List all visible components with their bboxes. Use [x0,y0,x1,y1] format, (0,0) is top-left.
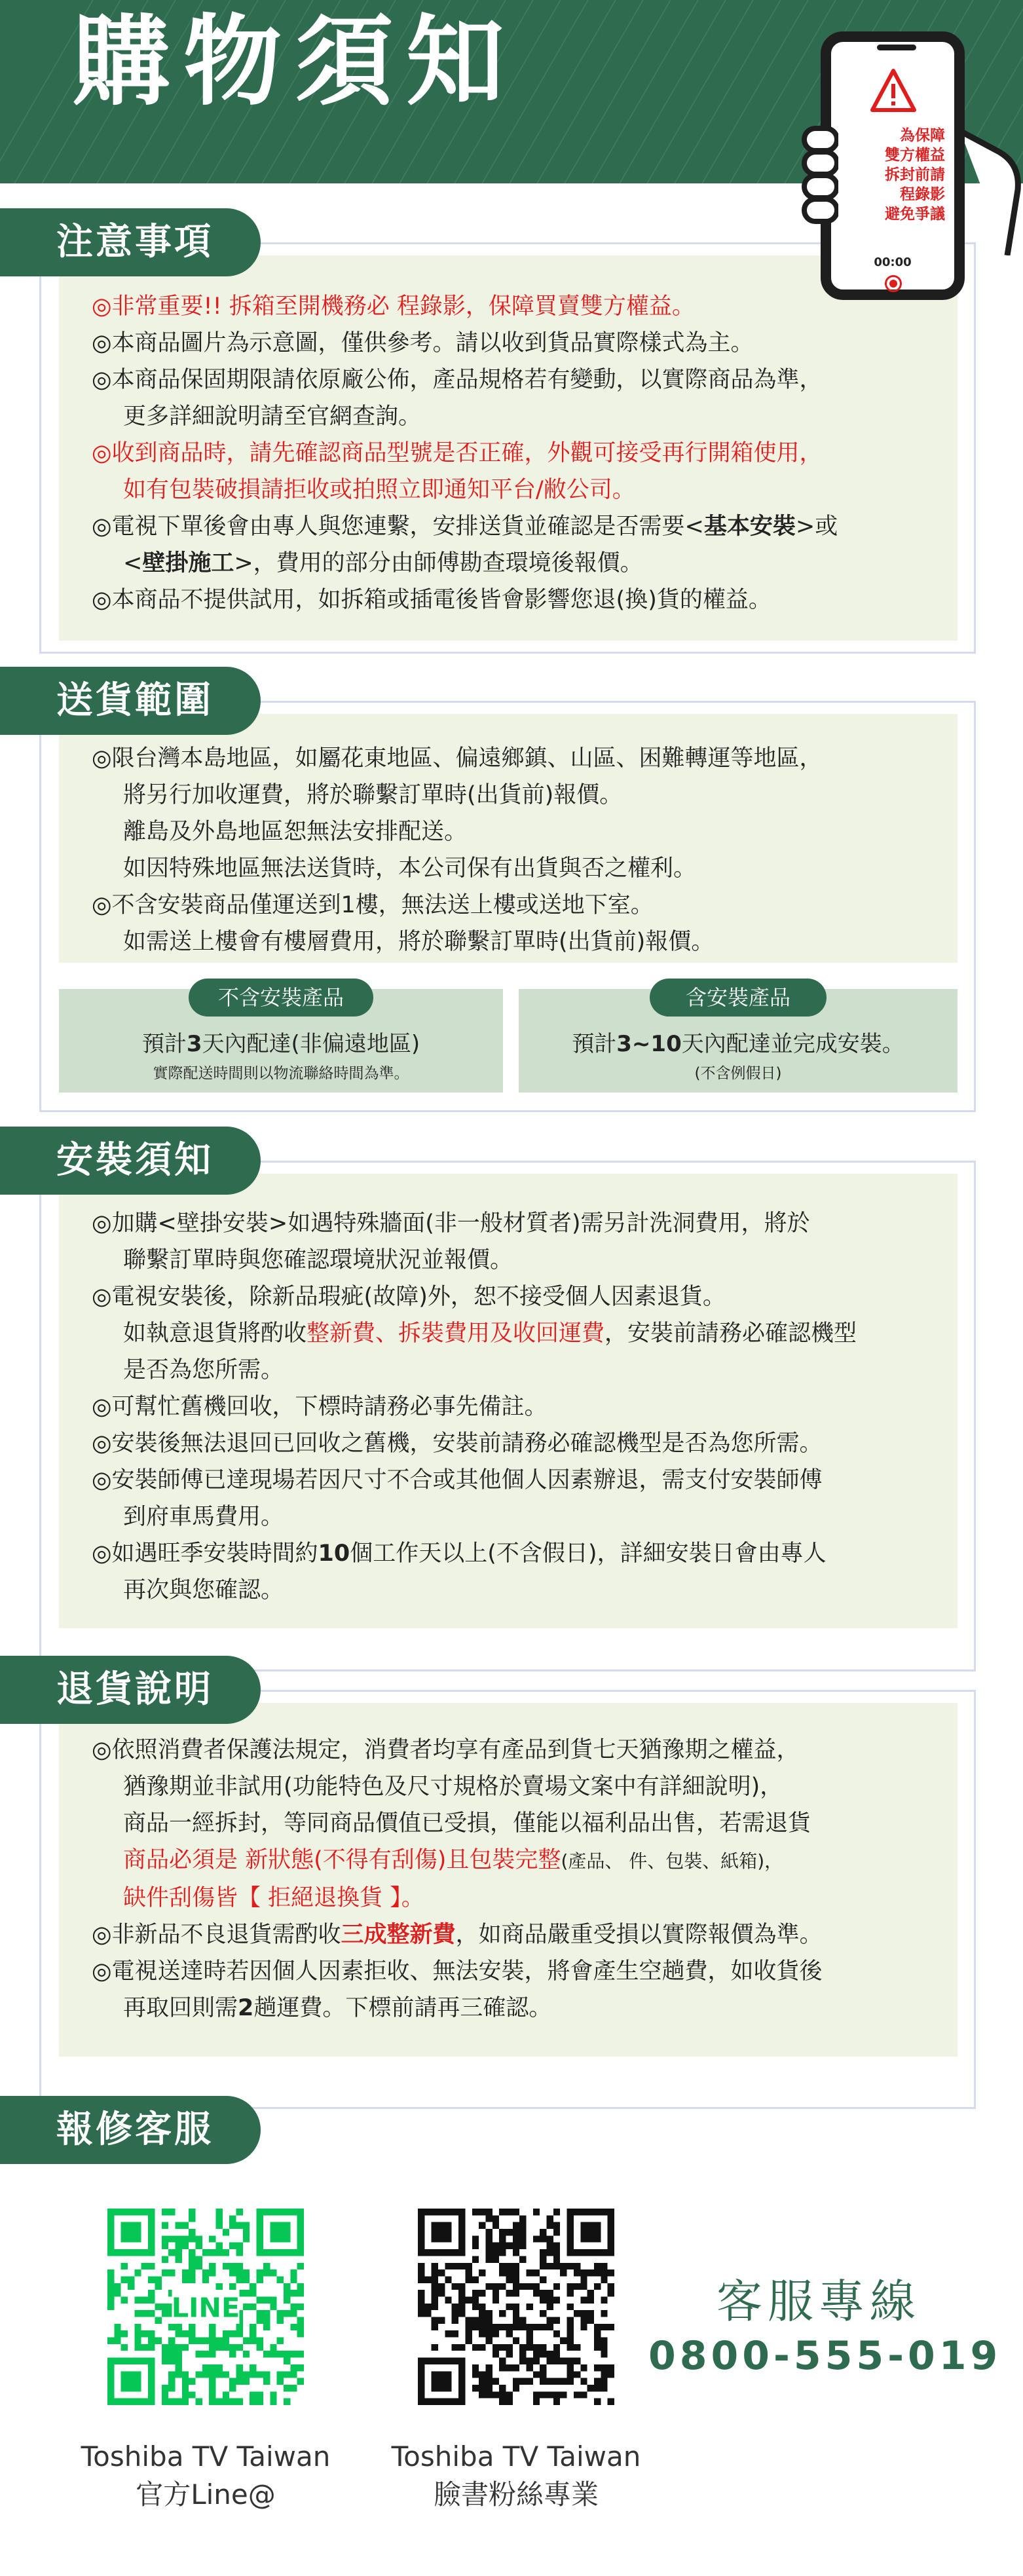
text-span: ◎電視下單後會由專人與您連繫，安排送貨並確認是否需要< [92,513,704,540]
return-line: ◎依照消費者保護法規定，消費者均享有產品到貨七天猶豫期之權益， [92,1737,800,1763]
install-line [92,1315,938,1352]
text-span: 如執意退貨將酌收 [123,1320,307,1347]
note-line: ◎收到商品時，請先確認商品型號是否正確，外觀可接受再行開箱使用， [92,440,823,466]
text-span: 個工作天以上(不含假日)，詳細安裝日會由專人 [350,1540,827,1567]
panel-no-install [59,985,503,1092]
install-line: 聯繫訂單時與您確認環境狀況並報價。 [123,1247,513,1273]
text-span: ，安裝前請務必確認機型 [604,1320,857,1347]
panel-with-install [519,985,958,1092]
header-stripe [591,0,699,183]
panel-main-text [519,1026,958,1058]
warning-icon [870,68,916,114]
phone-notice-line: 拆封前請 [885,166,945,183]
panel-sub-text: 實際配送時間則以物流聯絡時間為準。 [153,1065,409,1082]
install-line: 是否為您所需。 [123,1357,284,1383]
phone-illustration [821,31,965,300]
install-line: ◎安裝師傅已達現場若因尺寸不合或其他個人因素辦退，需支付安裝師傅 [92,1467,823,1493]
hand-fingers-icon [799,124,838,229]
fb-caption [379,2438,654,2514]
hotline-title: 客服專線 [716,2275,921,2328]
text-span: ◎非新品不良退貨需酌收 [92,1922,341,1948]
facebook-qr-code[interactable] [418,2209,614,2405]
text-red-bold: 三成整新費 [341,1922,456,1948]
section-install [0,1127,1023,1637]
note-line: 更多詳細說明請至官網查詢。 [123,403,422,430]
install-line: 再次與您確認。 [123,1577,284,1603]
phone-notice [885,126,945,224]
phone-notice-line: 避免爭議 [885,206,945,223]
header-stripe [536,0,644,183]
delivery-content [59,714,958,963]
text-span: 天內配達並完成安裝。 [681,1031,904,1057]
text-bold: 基本安裝 [703,513,796,540]
note-line [92,545,938,582]
text-span: ，如商品嚴重受損以實際報價為準。 [455,1922,823,1948]
fb-caption-1: Toshiba TV Taiwan [391,2440,641,2473]
returns-content [59,1703,958,2057]
install-line: 到府車馬費用。 [123,1504,284,1530]
header-stripe [509,0,616,183]
note-line: ◎本商品圖片為示意圖，僅供參考。請以收到貨品實際樣式為主。 [92,330,754,356]
text-span: >或 [795,513,838,540]
page-title: 購物須知 [72,5,518,119]
section-delivery [0,667,1023,1112]
line-qr-code[interactable] [107,2209,304,2405]
header-stripe [564,0,671,183]
header-stripe [646,0,754,183]
return-line [92,1916,938,1953]
header-stripe [674,0,781,183]
text-red: 整新費、拆裝費用及收回運費 [307,1320,605,1347]
note-line [92,508,938,545]
text-span: ◎如遇旺季安裝時間約 [92,1540,318,1567]
section-heading: 安裝須知 [0,1127,261,1195]
section-heading: 退貨說明 [0,1656,261,1724]
delivery-line: 將另行加收運費，將於聯繫訂單時(出貨前)報價。 [123,782,623,808]
text-span: < [123,550,143,576]
text-bold: 3 [186,1031,202,1057]
delivery-line: 如需送上樓會有樓層費用，將於聯繫訂單時(出貨前)報價。 [123,929,715,955]
text-bold: 2 [238,1995,254,2021]
text-small: (產品、 件、包裝、紙箱)， [561,1850,783,1872]
phone-notice-line: 程錄影 [900,186,945,203]
panel-main-text [59,1026,503,1058]
text-span: 天內配達(非偏遠地區) [202,1031,420,1057]
hotline-number[interactable]: 0800-555-019 [648,2333,1002,2379]
panel-sub-text: (不含例假日) [694,1065,782,1082]
install-content [59,1174,958,1628]
return-line [92,1842,938,1880]
header-stripe [619,0,726,183]
install-line [92,1535,938,1572]
text-bold: 3~10 [616,1031,682,1057]
return-line: ◎電視送達時若因個人因素拒收、無法安裝，將會產生空趟費，如收貨後 [92,1958,823,1985]
phone-notice-line: 雙方權益 [885,147,945,164]
note-line: ◎本商品保固期限請依原廠公佈，產品規格若有變動，以實際商品為準， [92,367,823,393]
delivery-line: ◎不含安裝商品僅運送到1樓，無法送上樓或送地下室。 [92,892,654,918]
record-button-icon [885,275,902,292]
phone-speaker [877,45,916,50]
install-line: ◎安裝後無法退回已回收之舊機，安裝前請務必確認機型是否為您所需。 [92,1430,823,1457]
hand-palm-icon [958,124,1023,255]
text-red: 商品必須是 新狀態(不得有刮傷)且包裝完整 [123,1847,561,1873]
text-span: 預計 [141,1031,187,1057]
section-heading: 報修客服 [0,2096,261,2164]
line-caption [68,2438,343,2514]
recording-time: 00:00 [874,255,912,269]
line-logo-text: LINE [171,2292,240,2324]
text-span: 預計 [572,1031,617,1057]
install-line: ◎加購<壁掛安裝>如遇特殊牆面(非一般材質者)需另計洗洞費用，將於 [92,1210,810,1237]
line-caption-1: Toshiba TV Taiwan [81,2440,331,2473]
section-heading: 注意事項 [0,208,261,276]
return-line: 猶豫期並非試用(功能特色及尺寸規格於賣場文案中有詳細說明)， [123,1774,783,1800]
phone-notice-line: 為保障 [900,127,945,144]
delivery-line: ◎限台灣本島地區，如屬花東地區、偏遠鄉鎮、山區、困難轉運等地區， [92,745,823,772]
header-stripe [701,0,809,183]
install-line: ◎可幫忙舊機回收，下標時請務必事先備註。 [92,1394,548,1420]
section-heading: 送貨範圍 [0,667,261,735]
text-bold: 10 [318,1540,350,1567]
pill-label: 不含安裝產品 [189,979,373,1017]
return-line: 商品一經拆封，等同商品價值已受損，僅能以福利品出售，若需退貨 [123,1810,811,1837]
install-line: ◎電視安裝後，除新品瑕疵(故障)外，恕不接受個人因素退貨。 [92,1284,726,1310]
text-span: >，費用的部分由師傅勘查環境後報價。 [234,550,643,576]
return-line [92,1990,938,2026]
pill-label: 含安裝產品 [650,979,827,1017]
delivery-line: 離島及外島地區恕無法安排配送。 [123,819,468,845]
section-returns [0,1656,1023,2075]
note-line: ◎非常重要!! 拆箱至開機務必 程錄影，保障買賣雙方權益。 [92,293,695,320]
note-line: 如有包裝破損請拒收或拍照立即通知平台/敝公司。 [123,477,635,503]
fb-caption-2: 臉書粉絲專業 [433,2478,599,2511]
text-span: 趟運費。下標前請再三確認。 [253,1995,552,2021]
return-line: 缺件刮傷皆【 拒絕退換貨 】。 [123,1885,424,1911]
note-line: ◎本商品不提供試用，如拆箱或插電後皆會影響您退(換)貨的權益。 [92,587,772,613]
notes-content [59,255,958,641]
line-caption-2: 官方Line@ [136,2478,276,2511]
text-span: 再取回則需 [123,1995,238,2021]
delivery-line: 如因特殊地區無法送貨時，本公司保有出貨與否之權利。 [123,855,697,882]
text-bold: 壁掛施工 [142,550,234,576]
